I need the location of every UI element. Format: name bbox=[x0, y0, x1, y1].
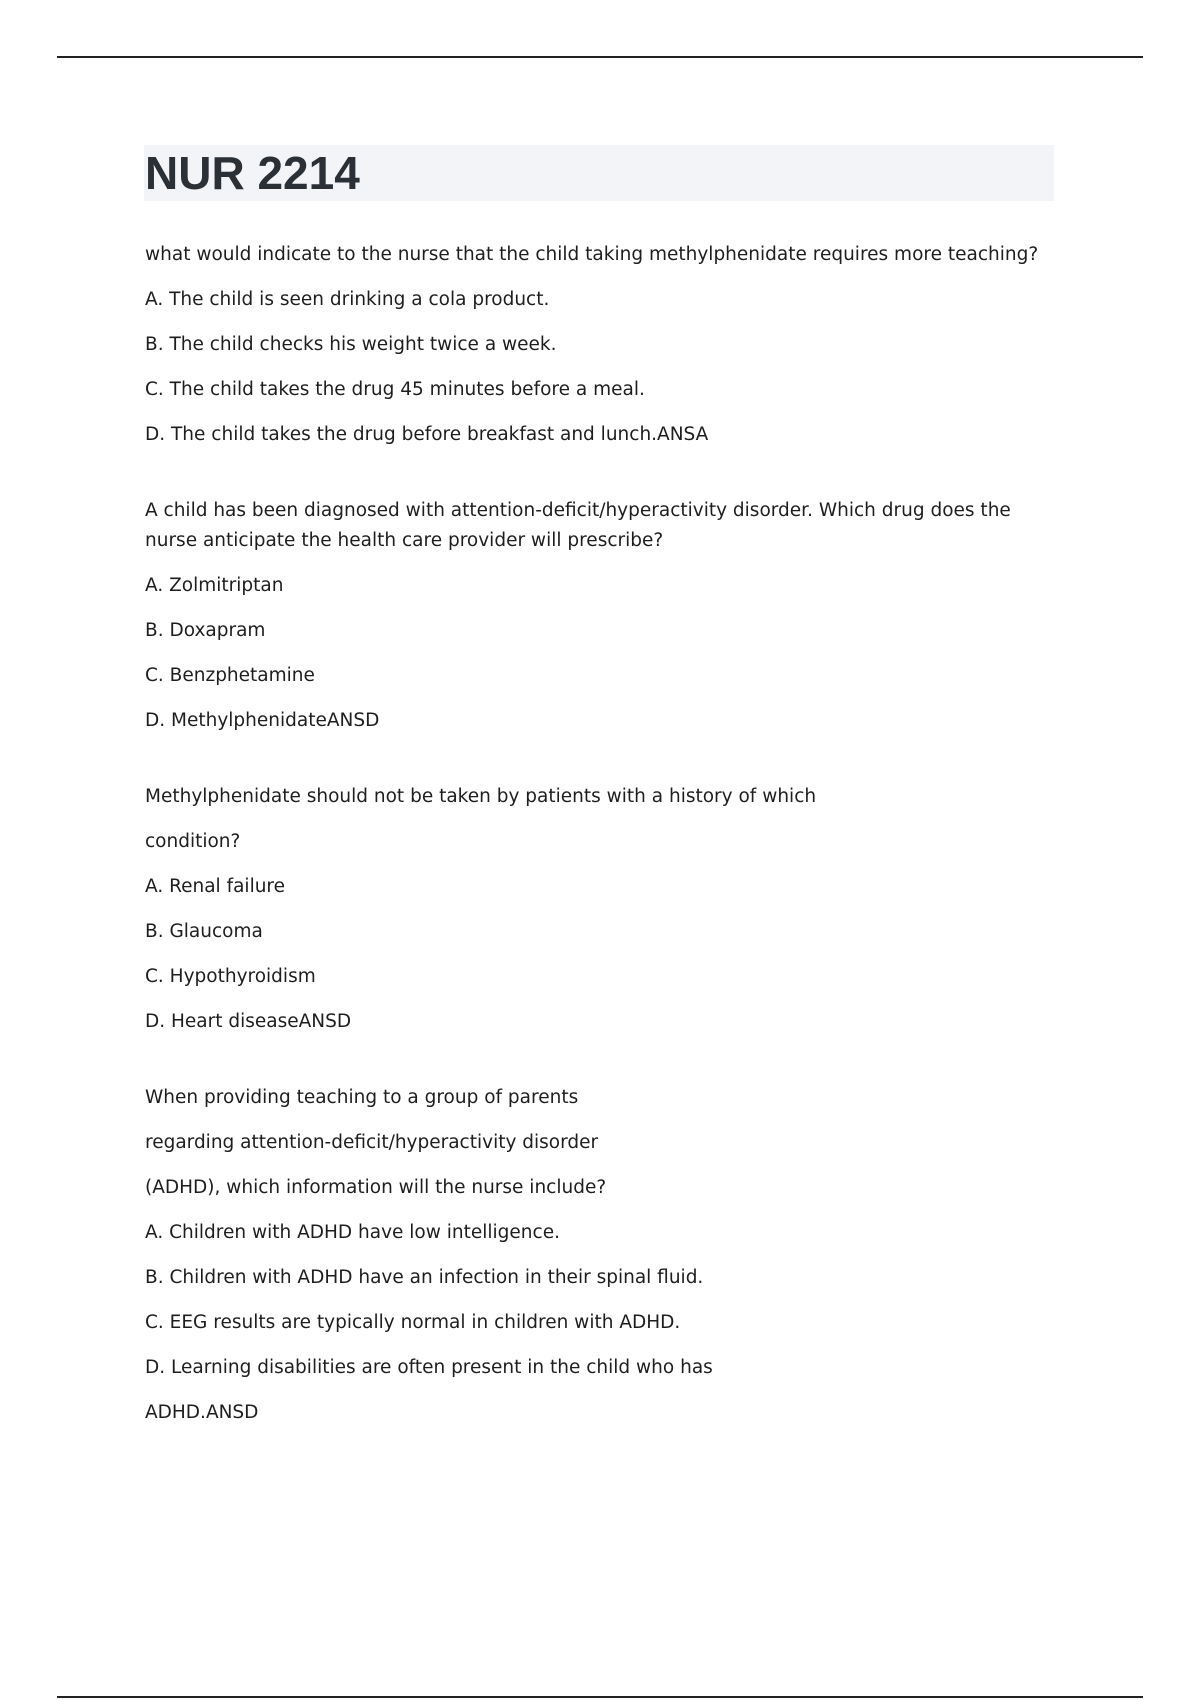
question-stem-line: Methylphenidate should not be taken by patients with a history of which bbox=[145, 786, 817, 807]
answer-option-c: C. Hypothyroidism bbox=[145, 966, 316, 987]
answer-option-a: A. The child is seen drinking a cola product. bbox=[145, 289, 550, 310]
question-stem-line: condition? bbox=[145, 831, 241, 852]
question-2 bbox=[145, 496, 1045, 736]
answer-option-d: D. Heart diseaseANSD bbox=[145, 1011, 352, 1032]
answer-option-b: B. The child checks his weight twice a week. bbox=[145, 334, 557, 355]
answer-option-a: A. Zolmitriptan bbox=[145, 575, 284, 596]
document-body bbox=[145, 240, 1045, 1474]
question-1 bbox=[145, 240, 1045, 450]
header-rule bbox=[57, 56, 1143, 58]
answer-option-b: B. Doxapram bbox=[145, 620, 266, 641]
question-stem: A child has been diagnosed with attention-deficit/hyperactivity disorder. Which drug does the nurse anticipate the health care provider will prescribe? bbox=[145, 500, 1011, 551]
document-title: NUR 2214 bbox=[145, 147, 360, 199]
answer-option-d: D. MethylphenidateANSD bbox=[145, 710, 380, 731]
answer-option-c: C. The child takes the drug 45 minutes before a meal. bbox=[145, 379, 645, 400]
answer-option-b: B. Children with ADHD have an infection in their spinal fluid. bbox=[145, 1267, 704, 1288]
answer-option-a: A. Children with ADHD have low intelligence. bbox=[145, 1222, 560, 1243]
answer-option-d: D. The child takes the drug before breakfast and lunch.ANSA bbox=[145, 424, 709, 445]
question-stem-line: regarding attention-deficit/hyperactivity disorder bbox=[145, 1132, 599, 1153]
answer-option-d-continued: ADHD.ANSD bbox=[145, 1402, 259, 1423]
answer-option-c: C. Benzphetamine bbox=[145, 665, 315, 686]
question-stem-line: (ADHD), which information will the nurse include? bbox=[145, 1177, 607, 1198]
answer-option-d: D. Learning disabilities are often present in the child who has bbox=[145, 1357, 713, 1378]
answer-option-b: B. Glaucoma bbox=[145, 921, 263, 942]
question-stem-line: When providing teaching to a group of parents bbox=[145, 1087, 579, 1108]
question-3 bbox=[145, 782, 1045, 1037]
footer-rule bbox=[57, 1696, 1143, 1698]
answer-option-a: A. Renal failure bbox=[145, 876, 286, 897]
question-4 bbox=[145, 1083, 1045, 1428]
answer-option-c: C. EEG results are typically normal in children with ADHD. bbox=[145, 1312, 681, 1333]
question-stem: what would indicate to the nurse that the child taking methylphenidate requires more teaching? bbox=[145, 244, 1039, 265]
